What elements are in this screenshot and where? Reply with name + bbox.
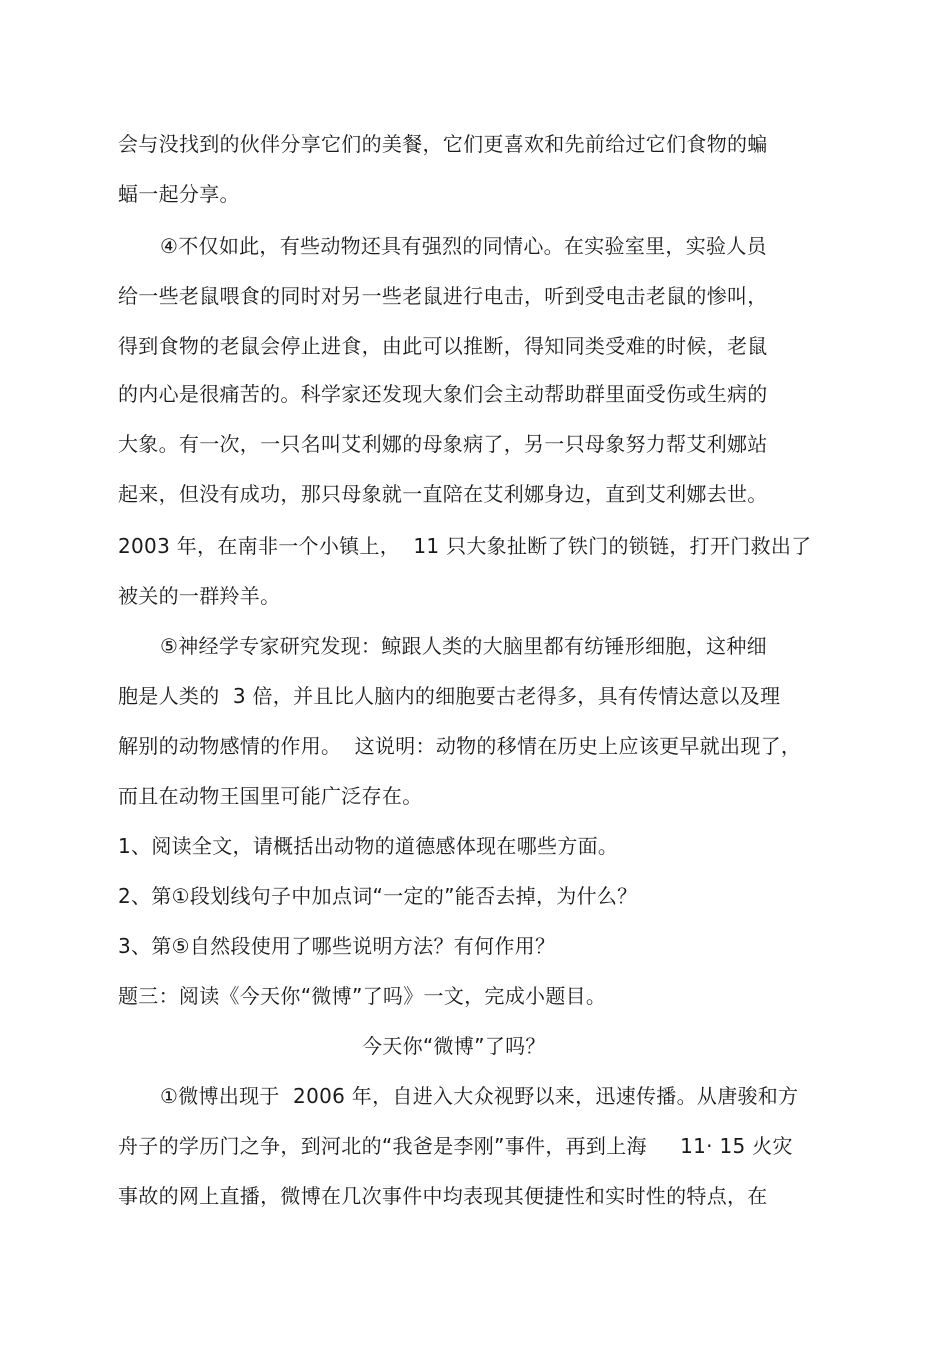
text-line: 得到食物的老鼠会停止进食，由此可以推断，得知同类受难的时候，老鼠: [118, 334, 768, 358]
question-3: 3、第⑤自然段使用了哪些说明方法？有何作用？: [118, 934, 556, 958]
text-line: 会与没找到的伙伴分享它们的美餐，它们更喜欢和先前给过它们食物的蝙: [118, 132, 768, 156]
text-line: 起来，但没有成功，那只母象就一直陪在艾利娜身边，直到艾利娜去世。: [118, 482, 768, 506]
question-2: 2、第①段划线句子中加点词“一定的”能否去掉，为什么？: [118, 884, 638, 908]
text-line: 胞是人类的 3 倍，并且比人脑内的细胞要古老得多，具有传情达意以及理: [118, 684, 781, 708]
paragraph-5-start: ⑤神经学专家研究发现：鲸跟人类的大脑里都有纺锤形细胞，这种细: [160, 634, 767, 658]
article-title: 今天你“微博”了吗？: [362, 1034, 546, 1058]
text-line: 的内心是很痛苦的。科学家还发现大象们会主动帮助群里面受伤或生病的: [118, 382, 768, 406]
question-1: 1、阅读全文，请概括出动物的道德感体现在哪些方面。: [118, 834, 619, 858]
paragraph-4-start: ④不仅如此，有些动物还具有强烈的同情心。在实验室里，实验人员: [160, 234, 767, 258]
text-line: 事故的网上直播，微博在几次事件中均表现其便捷性和实时性的特点，在: [118, 1184, 768, 1208]
text-line: 2003 年，在南非一个小镇上， 11 只大象扯断了铁门的锁链，打开门救出了: [118, 534, 812, 558]
text-line: 蝠一起分享。: [118, 182, 240, 206]
text-line: 被关的一群羚羊。: [118, 584, 281, 608]
text-line: 舟子的学历门之争，到河北的“我爸是李刚”事件，再到上海 11· 15 火灾: [118, 1134, 793, 1158]
text-line: 而且在动物王国里可能广泛存在。: [118, 784, 423, 808]
paragraph-1-start: ①微博出现于 2006 年，自进入大众视野以来，迅速传播。从唐骏和方: [160, 1084, 799, 1108]
text-line: 给一些老鼠喂食的同时对另一些老鼠进行电击，听到受电击老鼠的惨叫，: [118, 284, 768, 308]
text-line: 解别的动物感情的作用。 这说明：动物的移情在历史上应该更早就出现了，: [118, 734, 802, 758]
section-3-heading: 题三：阅读《今天你“微博”了吗》一文，完成小题目。: [118, 984, 607, 1008]
text-line: 大象。有一次，一只名叫艾利娜的母象病了，另一只母象努力帮艾利娜站: [118, 432, 768, 456]
